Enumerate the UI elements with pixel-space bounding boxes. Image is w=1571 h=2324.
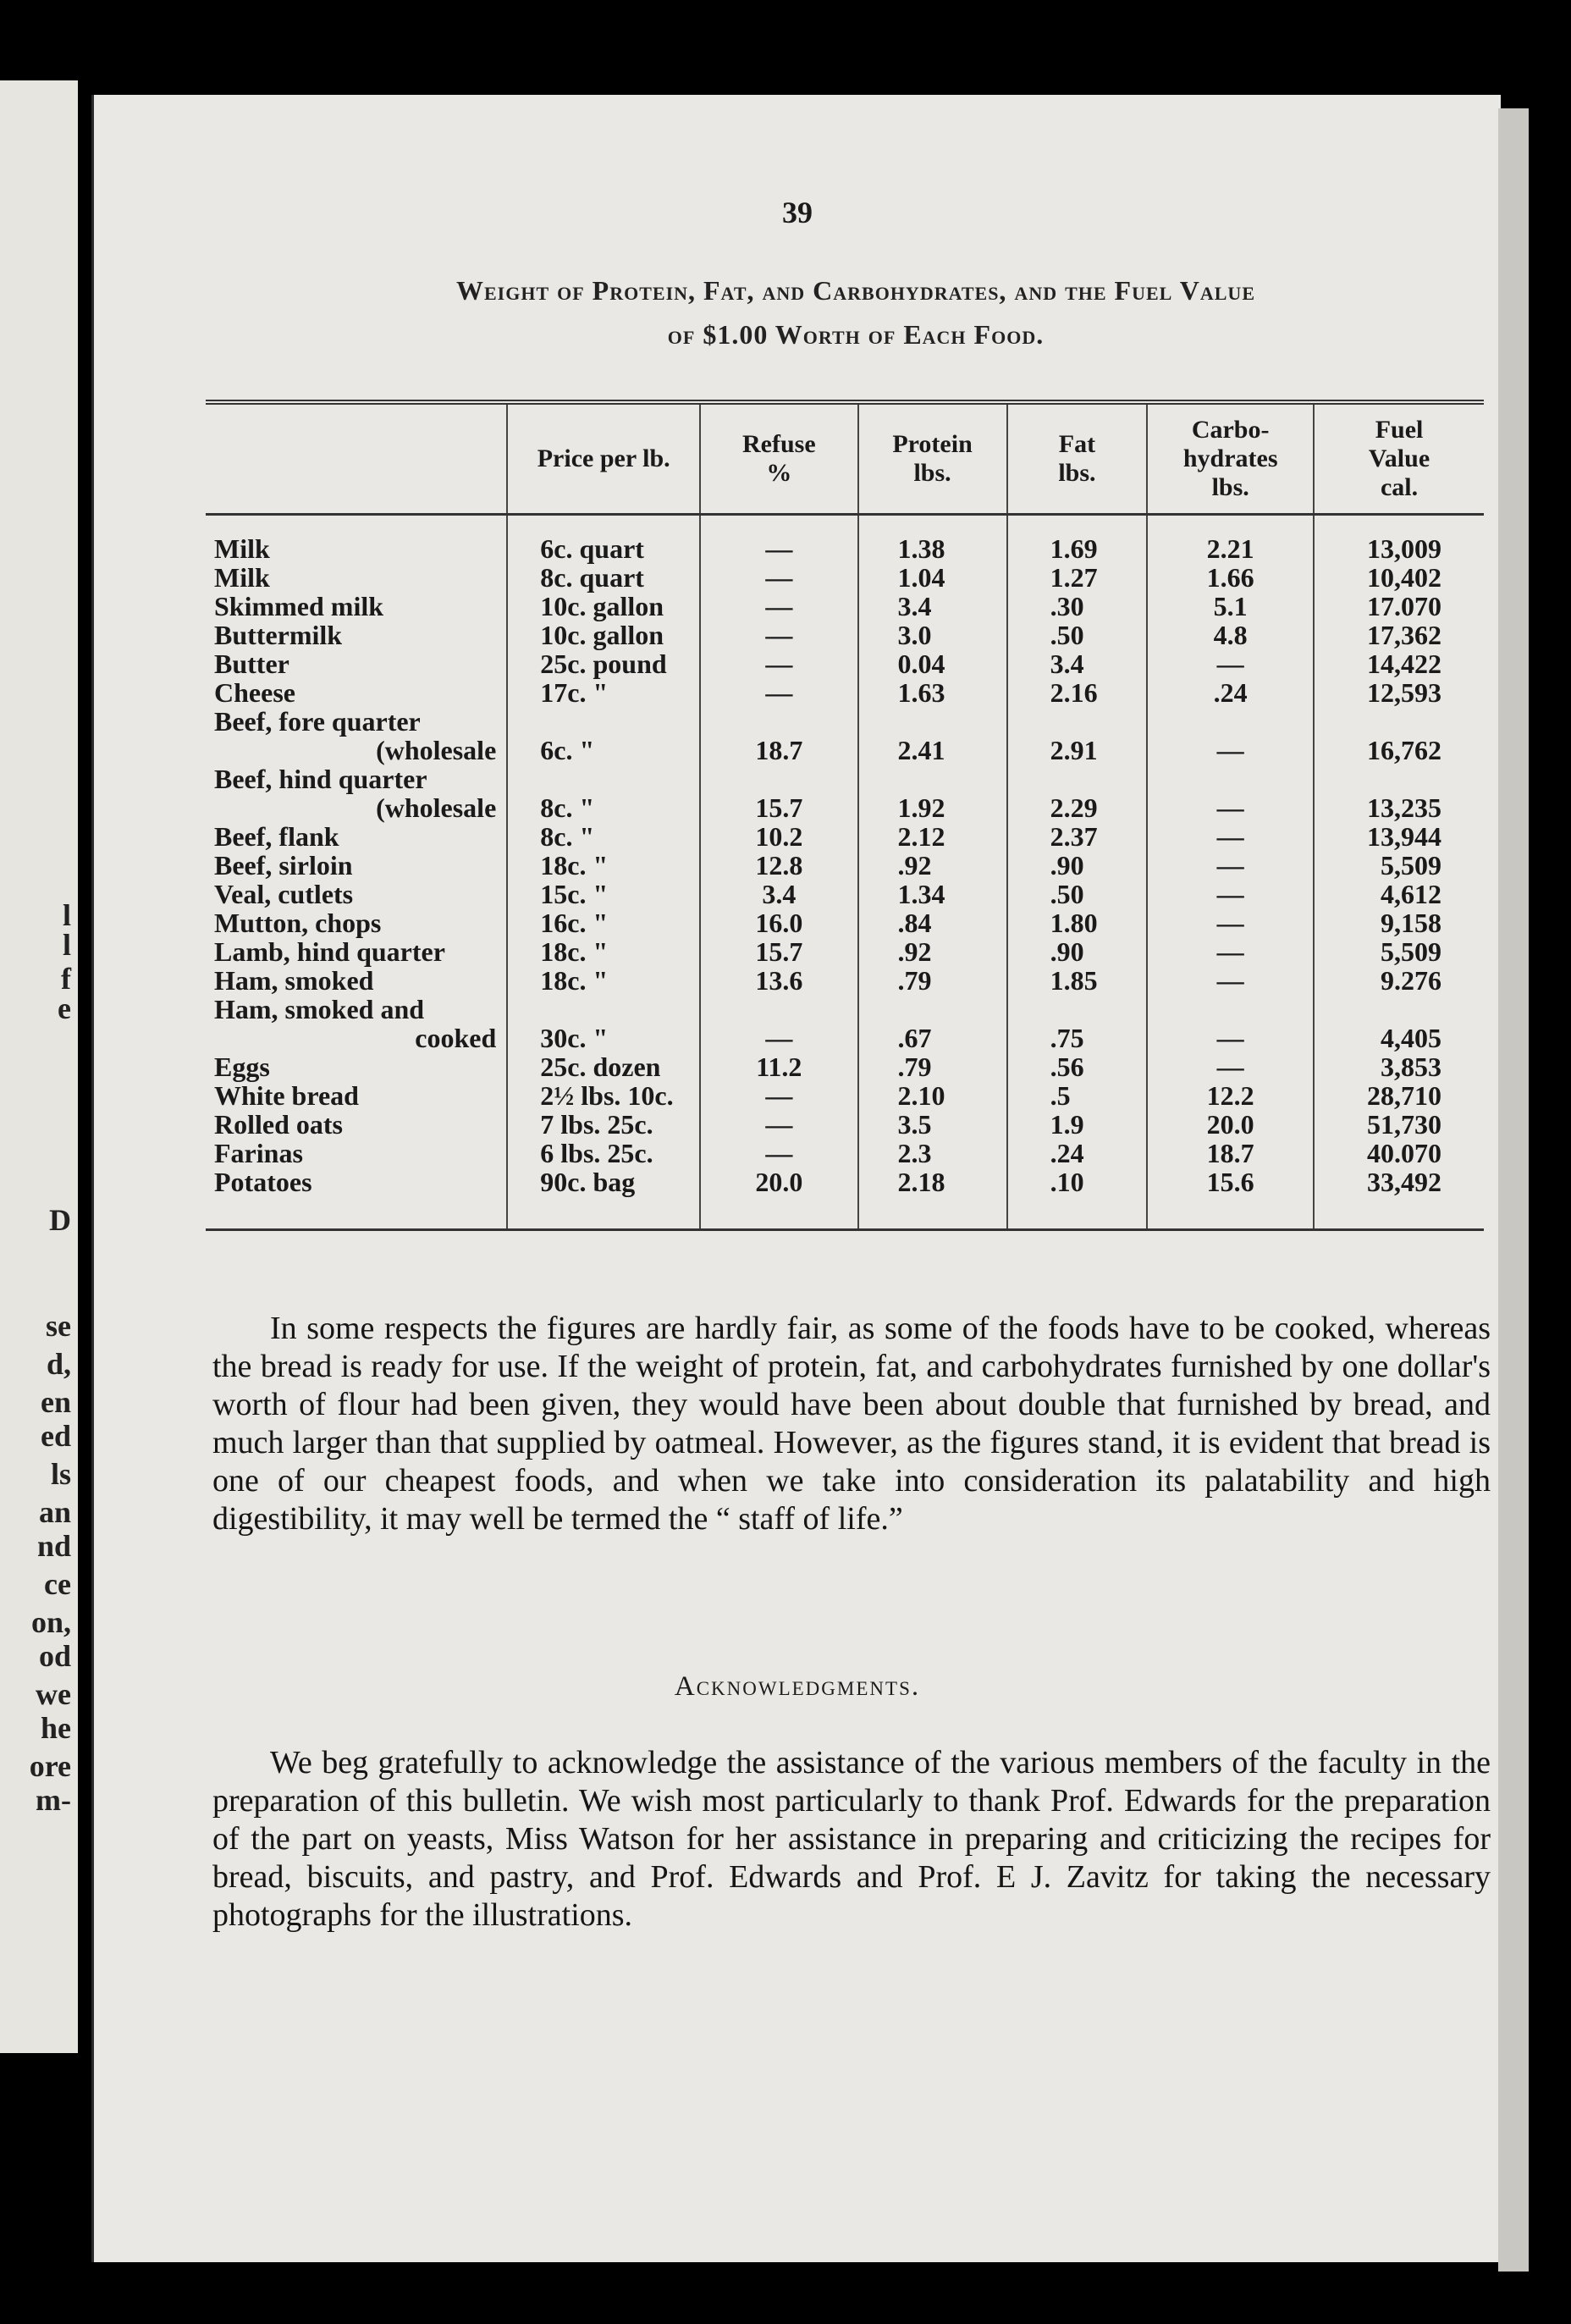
cell-refuse: — bbox=[700, 1081, 857, 1110]
cell-carb: 4.8 bbox=[1147, 621, 1314, 649]
cell-fuel: 33,492 bbox=[1314, 1168, 1484, 1230]
left-page-fragment: od bbox=[38, 1639, 71, 1673]
header-price: Price per lb. bbox=[507, 402, 700, 515]
table-row bbox=[206, 592, 1484, 621]
cell-fat: .90 bbox=[1007, 937, 1148, 966]
cell-fuel: 3,853 bbox=[1314, 1052, 1484, 1081]
cell-refuse: — bbox=[700, 621, 857, 649]
table-row bbox=[206, 678, 1484, 707]
left-page-fragment: d, bbox=[46, 1347, 71, 1381]
cell-carb: — bbox=[1147, 851, 1314, 880]
cell-fat: .5 bbox=[1007, 1081, 1148, 1110]
book-page bbox=[91, 95, 1501, 2262]
cell-fat: 2.91 bbox=[1007, 707, 1148, 765]
cell-fat: 2.37 bbox=[1007, 822, 1148, 851]
cell-fuel: 13,944 bbox=[1314, 822, 1484, 851]
cell-protein: 3.4 bbox=[858, 592, 1007, 621]
cell-fuel: 40.070 bbox=[1314, 1139, 1484, 1168]
cell-protein: 3.5 bbox=[858, 1110, 1007, 1139]
food-name: Milk bbox=[214, 562, 270, 593]
cell-carb: 15.6 bbox=[1147, 1168, 1314, 1230]
cell-fat: 1.69 bbox=[1007, 515, 1148, 564]
adjacent-page-strip bbox=[0, 80, 78, 2053]
cell-carb: 20.0 bbox=[1147, 1110, 1314, 1139]
left-page-fragment: ed bbox=[41, 1419, 71, 1453]
food-name: Lamb, hind quarter bbox=[214, 936, 445, 967]
food-name: Beef, hind quarter (wholesale bbox=[214, 764, 497, 823]
table-title-line-2: of $1.00 Worth of Each Food. bbox=[667, 319, 1045, 350]
cell-protein: 1.34 bbox=[858, 880, 1007, 908]
header-fuel-value: Fuel Value cal. bbox=[1314, 402, 1484, 515]
cell-carb: — bbox=[1147, 908, 1314, 937]
left-page-fragment: on, bbox=[30, 1605, 71, 1639]
cell-fat: 2.16 bbox=[1007, 678, 1148, 707]
cell-carb: — bbox=[1147, 649, 1314, 678]
cell-fat: .75 bbox=[1007, 995, 1148, 1052]
cell-refuse: 13.6 bbox=[700, 966, 857, 995]
cell-price: 18c. " bbox=[507, 966, 700, 995]
table-row bbox=[206, 563, 1484, 592]
table-title bbox=[212, 268, 1499, 356]
cell-carb: .24 bbox=[1147, 678, 1314, 707]
left-page-fragment: l bbox=[62, 898, 71, 932]
cell-price: 18c. " bbox=[507, 851, 700, 880]
cell-fuel: 51,730 bbox=[1314, 1110, 1484, 1139]
food-name: Farinas bbox=[214, 1138, 303, 1168]
food-name: Ham, smoked and cooked bbox=[214, 994, 497, 1053]
cell-carb: 1.66 bbox=[1147, 563, 1314, 592]
header-food bbox=[206, 402, 507, 515]
cell-protein: 3.0 bbox=[858, 621, 1007, 649]
page-number: 39 bbox=[782, 196, 813, 229]
header-carbohydrates: Carbo- hydrates lbs. bbox=[1147, 402, 1314, 515]
cell-protein: 2.10 bbox=[858, 1081, 1007, 1110]
table-header-row bbox=[206, 402, 1484, 515]
cell-refuse: 15.7 bbox=[700, 937, 857, 966]
paragraph-figures-note: In some respects the figures are hardly fair, as some of the foods have to be cooked, whereas the bread is ready for use. If the weight of protein, fat, and carbohydrates furnished by one dollar's worth of flour had been given, they would have been about double that furnished by bread, and much larger than that supplied by oatmeal. However, as the figures stand, it is evident that bread is one of our cheapest foods, and when we take into consideration its palatability and high digestibility, it may well be termed the “ staff of life.” bbox=[212, 1311, 1491, 1537]
cell-refuse: — bbox=[700, 1110, 857, 1139]
left-page-fragment: e bbox=[58, 991, 71, 1025]
table-title-line-1: Weight of Protein, Fat, and Carbohydrates, and the Fuel Value bbox=[455, 275, 1255, 306]
cell-refuse: — bbox=[700, 515, 857, 564]
cell-protein: .79 bbox=[858, 1052, 1007, 1081]
table-row bbox=[206, 765, 1484, 822]
cell-fuel: 16,762 bbox=[1314, 707, 1484, 765]
cell-price: 8c. quart bbox=[507, 563, 700, 592]
table-row bbox=[206, 621, 1484, 649]
food-name: Butter bbox=[214, 649, 289, 679]
cell-protein: .79 bbox=[858, 966, 1007, 995]
left-page-fragment: an bbox=[38, 1495, 71, 1529]
left-page-fragment: f bbox=[61, 962, 71, 996]
acknowledgments-heading: Acknowledgments. bbox=[674, 1671, 921, 1702]
paragraph-acknowledgments: We beg gratefully to acknowledge the assistance of the various members of the faculty in the preparation of this bulletin. We wish most particularly to thank Prof. Edwards for the preparation of the part on yeasts, Miss Watson for her assistance in preparing and criticizing the recipes for bread, biscuits, and pastry, and Prof. Edwards and Prof. E J. Zavitz for taking the necessary photographs for the illustrations. bbox=[212, 1745, 1491, 1933]
cell-fuel: 10,402 bbox=[1314, 563, 1484, 592]
cell-fuel: 28,710 bbox=[1314, 1081, 1484, 1110]
header-protein: Protein lbs. bbox=[858, 402, 1007, 515]
cell-fuel: 4,612 bbox=[1314, 880, 1484, 908]
cell-fat: 1.27 bbox=[1007, 563, 1148, 592]
cell-fat: 1.85 bbox=[1007, 966, 1148, 995]
food-name: Milk bbox=[214, 533, 270, 564]
cell-protein: 1.63 bbox=[858, 678, 1007, 707]
cell-fat: .10 bbox=[1007, 1168, 1148, 1230]
cell-fuel: 5,509 bbox=[1314, 937, 1484, 966]
table-row bbox=[206, 515, 1484, 564]
cell-refuse: — bbox=[700, 1139, 857, 1168]
cell-fat: .50 bbox=[1007, 880, 1148, 908]
cell-refuse: — bbox=[700, 563, 857, 592]
cell-price: 18c. " bbox=[507, 937, 700, 966]
cell-fat: 1.9 bbox=[1007, 1110, 1148, 1139]
table-row bbox=[206, 822, 1484, 851]
cell-price: 6c. " bbox=[507, 707, 700, 765]
header-fat: Fat lbs. bbox=[1007, 402, 1148, 515]
cell-carb: — bbox=[1147, 937, 1314, 966]
cell-refuse: 15.7 bbox=[700, 765, 857, 822]
cell-carb: — bbox=[1147, 765, 1314, 822]
cell-refuse: — bbox=[700, 649, 857, 678]
cell-price: 10c. gallon bbox=[507, 621, 700, 649]
table-row bbox=[206, 995, 1484, 1052]
cell-protein: 1.92 bbox=[858, 765, 1007, 822]
left-page-fragment: we bbox=[36, 1677, 71, 1711]
cell-fuel: 5,509 bbox=[1314, 851, 1484, 880]
cell-refuse: — bbox=[700, 995, 857, 1052]
table-row bbox=[206, 937, 1484, 966]
left-page-fragment: en bbox=[41, 1385, 71, 1419]
cell-price: 8c. " bbox=[507, 822, 700, 851]
cell-protein: .84 bbox=[858, 908, 1007, 937]
page-edge bbox=[1498, 108, 1529, 2272]
food-name: Ham, smoked bbox=[214, 965, 374, 996]
cell-fat: .24 bbox=[1007, 1139, 1148, 1168]
cell-fuel: 13,009 bbox=[1314, 515, 1484, 564]
cell-protein: .92 bbox=[858, 851, 1007, 880]
food-name: Beef, sirloin bbox=[214, 850, 353, 880]
table-row bbox=[206, 1139, 1484, 1168]
food-name: Buttermilk bbox=[214, 620, 343, 650]
cell-fuel: 14,422 bbox=[1314, 649, 1484, 678]
cell-fuel: 17,362 bbox=[1314, 621, 1484, 649]
food-name: Skimmed milk bbox=[214, 591, 384, 621]
cell-fat: .30 bbox=[1007, 592, 1148, 621]
cell-price: 25c. pound bbox=[507, 649, 700, 678]
cell-protein: 2.3 bbox=[858, 1139, 1007, 1168]
cell-refuse: 16.0 bbox=[700, 908, 857, 937]
cell-refuse: — bbox=[700, 592, 857, 621]
cell-fat: .90 bbox=[1007, 851, 1148, 880]
left-page-fragment: ore bbox=[29, 1749, 71, 1783]
cell-price: 2½ lbs. 10c. bbox=[507, 1081, 700, 1110]
cell-carb: 18.7 bbox=[1147, 1139, 1314, 1168]
table-row bbox=[206, 1110, 1484, 1139]
cell-carb: 5.1 bbox=[1147, 592, 1314, 621]
cell-carb: — bbox=[1147, 880, 1314, 908]
cell-price: 7 lbs. 25c. bbox=[507, 1110, 700, 1139]
cell-carb: — bbox=[1147, 822, 1314, 851]
cell-refuse: 3.4 bbox=[700, 880, 857, 908]
cell-carb: 2.21 bbox=[1147, 515, 1314, 564]
cell-refuse: 12.8 bbox=[700, 851, 857, 880]
left-page-fragment: he bbox=[41, 1711, 71, 1745]
header-refuse: Refuse % bbox=[700, 402, 857, 515]
food-name: Beef, flank bbox=[214, 821, 339, 852]
cell-price: 6 lbs. 25c. bbox=[507, 1139, 700, 1168]
cell-fuel: 17.070 bbox=[1314, 592, 1484, 621]
cell-carb: — bbox=[1147, 707, 1314, 765]
cell-protein: .92 bbox=[858, 937, 1007, 966]
cell-refuse: — bbox=[700, 678, 857, 707]
cell-carb: — bbox=[1147, 1052, 1314, 1081]
cell-carb: — bbox=[1147, 966, 1314, 995]
left-page-fragment: ls bbox=[50, 1457, 71, 1491]
cell-protein: 2.12 bbox=[858, 822, 1007, 851]
cell-price: 10c. gallon bbox=[507, 592, 700, 621]
cell-price: 30c. " bbox=[507, 995, 700, 1052]
cell-fat: .56 bbox=[1007, 1052, 1148, 1081]
cell-protein: 1.04 bbox=[858, 563, 1007, 592]
cell-refuse: 18.7 bbox=[700, 707, 857, 765]
food-name: Mutton, chops bbox=[214, 908, 382, 938]
table-row bbox=[206, 1168, 1484, 1230]
cell-protein: 1.38 bbox=[858, 515, 1007, 564]
cell-carb: 12.2 bbox=[1147, 1081, 1314, 1110]
cell-fuel: 9,158 bbox=[1314, 908, 1484, 937]
cell-protein: .67 bbox=[858, 995, 1007, 1052]
table-row bbox=[206, 1081, 1484, 1110]
left-page-fragment: l bbox=[62, 928, 71, 962]
food-name: Cheese bbox=[214, 677, 295, 708]
cell-price: 16c. " bbox=[507, 908, 700, 937]
left-page-fragment: m- bbox=[36, 1783, 71, 1817]
cell-carb: — bbox=[1147, 995, 1314, 1052]
left-page-fragment: se bbox=[46, 1309, 71, 1343]
left-page-fragment: D bbox=[49, 1203, 71, 1237]
cell-fuel: 9.276 bbox=[1314, 966, 1484, 995]
cell-fat: 3.4 bbox=[1007, 649, 1148, 678]
cell-price: 8c. " bbox=[507, 765, 700, 822]
cell-price: 6c. quart bbox=[507, 515, 700, 564]
table-body bbox=[206, 515, 1484, 1230]
cell-refuse: 20.0 bbox=[700, 1168, 857, 1230]
cell-fat: .50 bbox=[1007, 621, 1148, 649]
food-name: Eggs bbox=[214, 1052, 270, 1082]
cell-fat: 1.80 bbox=[1007, 908, 1148, 937]
food-name: White bread bbox=[214, 1080, 359, 1111]
cell-price: 90c. bag bbox=[507, 1168, 700, 1230]
table-row bbox=[206, 649, 1484, 678]
left-page-fragment: nd bbox=[36, 1529, 71, 1563]
table-row bbox=[206, 707, 1484, 765]
cell-fuel: 4,405 bbox=[1314, 995, 1484, 1052]
table-row bbox=[206, 966, 1484, 995]
table-row bbox=[206, 908, 1484, 937]
table-row bbox=[206, 880, 1484, 908]
left-page-fragment: ce bbox=[44, 1567, 71, 1601]
food-name: Beef, fore quarter (wholesale bbox=[214, 706, 497, 765]
table-row bbox=[206, 1052, 1484, 1081]
nutrition-table bbox=[206, 400, 1484, 1231]
cell-price: 25c. dozen bbox=[507, 1052, 700, 1081]
cell-protein: 2.18 bbox=[858, 1168, 1007, 1230]
cell-fuel: 13,235 bbox=[1314, 765, 1484, 822]
cell-price: 17c. " bbox=[507, 678, 700, 707]
cell-refuse: 10.2 bbox=[700, 822, 857, 851]
table-row bbox=[206, 851, 1484, 880]
cell-fuel: 12,593 bbox=[1314, 678, 1484, 707]
food-name: Potatoes bbox=[206, 1168, 507, 1230]
cell-refuse: 11.2 bbox=[700, 1052, 857, 1081]
food-name: Veal, cutlets bbox=[214, 879, 354, 909]
food-name: Rolled oats bbox=[214, 1109, 343, 1140]
cell-protein: 0.04 bbox=[858, 649, 1007, 678]
cell-fat: 2.29 bbox=[1007, 765, 1148, 822]
cell-price: 15c. " bbox=[507, 880, 700, 908]
cell-protein: 2.41 bbox=[858, 707, 1007, 765]
